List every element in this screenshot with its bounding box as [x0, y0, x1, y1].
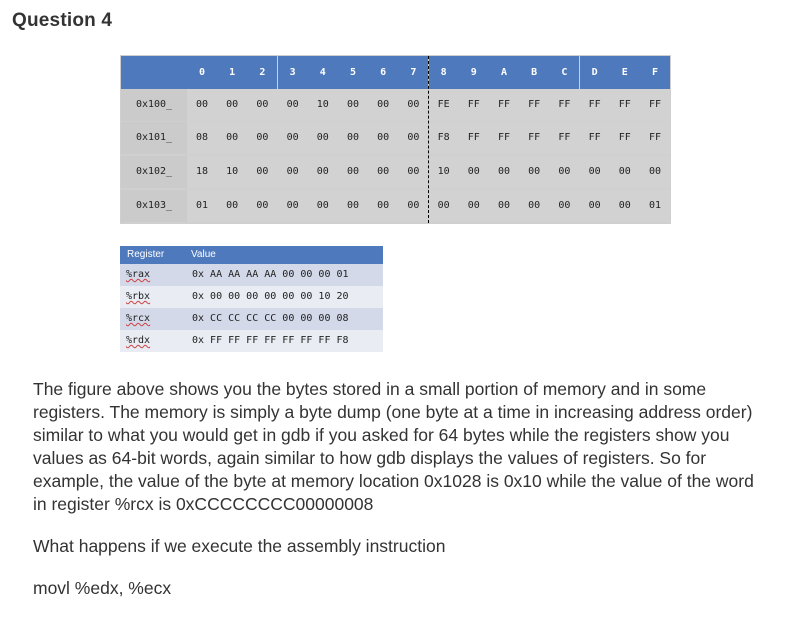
memory-byte-cell: FF: [558, 132, 571, 143]
memory-byte-cell: FF: [618, 99, 631, 110]
register-header-label: Register: [127, 249, 165, 260]
memory-row: [121, 89, 670, 121]
memory-byte-cell: 00: [467, 166, 480, 177]
memory-byte-cell: FF: [648, 132, 662, 143]
register-table: [120, 246, 383, 355]
memory-byte-cell: 00: [377, 166, 390, 177]
memory-header-corner: [121, 56, 187, 89]
memory-column-header: B: [519, 56, 549, 89]
memory-byte-cell: 00: [528, 166, 541, 177]
memory-byte-cell: 00: [377, 99, 390, 110]
memory-byte-cell: 00: [226, 132, 239, 143]
memory-column-header: 0: [187, 56, 217, 89]
description-paragraph: The figure above shows you the bytes stored in a small portion of memory and in some registers. The memory is simply a byte dump (one byte at a time in increasing address order) similar to what you would get in gdb if you asked for 64 bytes while the registers show you values as 64-bit words, again similar to how gdb displays the values of registers. So for example, the value of the byte at memory location 0x1028 is 0x10 while the value of the word in register %rcx is 0xCCCCCCCC00000008: [33, 379, 754, 514]
memory-byte-cell: 00: [497, 166, 511, 177]
memory-byte-cell: 00: [256, 99, 269, 110]
memory-column-header: A: [489, 56, 519, 89]
memory-byte-cell: FF: [648, 99, 662, 110]
register-table-header: [120, 246, 383, 264]
memory-byte-cell: 00: [256, 166, 269, 177]
register-name-text: %rcx: [126, 313, 151, 324]
memory-byte-cell: 00: [618, 166, 631, 177]
question-title: Question 4: [12, 10, 113, 31]
memory-byte-cell: 00: [618, 200, 631, 211]
memory-byte-cell: 00: [558, 200, 571, 211]
memory-byte-cell: FE: [437, 99, 450, 110]
memory-row-address: 0x100_: [121, 89, 187, 121]
memory-byte-cell: 00: [286, 200, 299, 211]
memory-column-header: 7: [398, 56, 428, 89]
memory-byte-cell: 00: [226, 99, 239, 110]
memory-byte-cell: 00: [286, 99, 299, 110]
register-value: 0x AA AA AA AA 00 00 00 01: [192, 269, 349, 280]
memory-byte-cell: 00: [256, 132, 269, 143]
register-name: [120, 330, 184, 352]
register-name-text: %rax: [126, 269, 151, 280]
memory-byte-cell: FF: [588, 132, 601, 143]
memory-column-header: C: [549, 56, 579, 89]
memory-byte-cell: 00: [467, 200, 480, 211]
value-header-label: Value: [191, 249, 216, 260]
memory-byte-cell: 10: [226, 166, 239, 177]
memory-byte-cell: 00: [346, 200, 360, 211]
memory-byte-cell: 00: [407, 200, 420, 211]
memory-column-header: 8: [429, 56, 459, 89]
register-row: [120, 330, 383, 352]
memory-byte-cell: 01: [648, 200, 662, 211]
register-value: 0x 00 00 00 00 00 00 10 20: [192, 291, 349, 302]
register-value: 0x CC CC CC CC 00 00 00 08: [192, 313, 349, 324]
register-name: [120, 286, 184, 308]
memory-byte-cell: FF: [497, 99, 511, 110]
memory-column-header: 6: [368, 56, 398, 89]
register-row: [120, 264, 383, 286]
memory-byte-cell: 08: [195, 132, 209, 143]
memory-byte-cell: FF: [558, 99, 571, 110]
memory-byte-cell: FF: [618, 132, 631, 143]
memory-byte-cell: 00: [588, 166, 601, 177]
memory-column-header: 4: [308, 56, 338, 89]
register-row: [120, 308, 383, 330]
memory-byte-cell: FF: [497, 132, 511, 143]
memory-byte-cell: 00: [407, 166, 420, 177]
memory-byte-cell: 10: [437, 166, 450, 177]
memory-row-address: 0x102_: [121, 156, 187, 188]
memory-byte-cell: 00: [497, 200, 511, 211]
memory-column-header: E: [610, 56, 640, 89]
memory-row: [121, 156, 670, 188]
memory-table-header: [121, 56, 670, 89]
memory-byte-cell: 00: [346, 132, 360, 143]
memory-byte-cell: 00: [316, 200, 329, 211]
memory-byte-cell: FF: [588, 99, 601, 110]
memory-byte-cell: 00: [588, 200, 601, 211]
register-name: [120, 264, 184, 286]
memory-byte-cell: 00: [346, 99, 360, 110]
memory-row-address: 0x101_: [121, 122, 187, 154]
memory-byte-cell: 00: [648, 166, 662, 177]
memory-byte-cell: 01: [195, 200, 209, 211]
memory-byte-cell: FF: [528, 99, 541, 110]
memory-byte-cell: 00: [195, 99, 209, 110]
register-row: [120, 286, 383, 308]
memory-byte-cell: 00: [407, 99, 420, 110]
memory-column-header: 5: [338, 56, 368, 89]
memory-byte-cell: 00: [316, 132, 329, 143]
memory-byte-cell: 00: [407, 132, 420, 143]
memory-byte-cell: 00: [226, 200, 239, 211]
memory-byte-cell: 10: [316, 99, 329, 110]
memory-column-header: D: [580, 56, 610, 89]
memory-column-divider: [428, 56, 429, 223]
memory-byte-cell: 00: [316, 166, 329, 177]
memory-byte-cell: FF: [467, 132, 480, 143]
memory-byte-cell: 00: [286, 132, 299, 143]
memory-byte-cell: FF: [528, 132, 541, 143]
register-value: 0x FF FF FF FF FF FF FF F8: [192, 335, 349, 346]
memory-column-header: 9: [459, 56, 489, 89]
memory-column-header: 1: [217, 56, 247, 89]
memory-byte-cell: 00: [377, 200, 390, 211]
memory-column-header: F: [640, 56, 670, 89]
memory-byte-cell: 18: [195, 166, 209, 177]
register-name-text: %rbx: [126, 291, 151, 302]
memory-table: [120, 55, 671, 224]
memory-byte-cell: F8: [437, 132, 450, 143]
memory-row-address: 0x103_: [121, 190, 187, 222]
memory-byte-cell: FF: [467, 99, 480, 110]
memory-column-header: 3: [278, 56, 308, 89]
memory-byte-cell: 00: [286, 166, 299, 177]
memory-byte-cell: 00: [377, 132, 390, 143]
question-text: What happens if we execute the assembly instruction: [33, 536, 446, 556]
memory-byte-cell: 00: [528, 200, 541, 211]
memory-byte-cell: 00: [346, 166, 360, 177]
assembly-instruction: movl %edx, %ecx: [33, 578, 172, 598]
memory-row: [121, 122, 670, 154]
memory-byte-cell: 00: [558, 166, 571, 177]
memory-row: [121, 190, 670, 222]
memory-column-header: 2: [247, 56, 277, 89]
memory-byte-cell: 00: [256, 200, 269, 211]
register-name: [120, 308, 184, 330]
memory-byte-cell: 00: [437, 200, 450, 211]
register-name-text: %rdx: [126, 335, 151, 346]
